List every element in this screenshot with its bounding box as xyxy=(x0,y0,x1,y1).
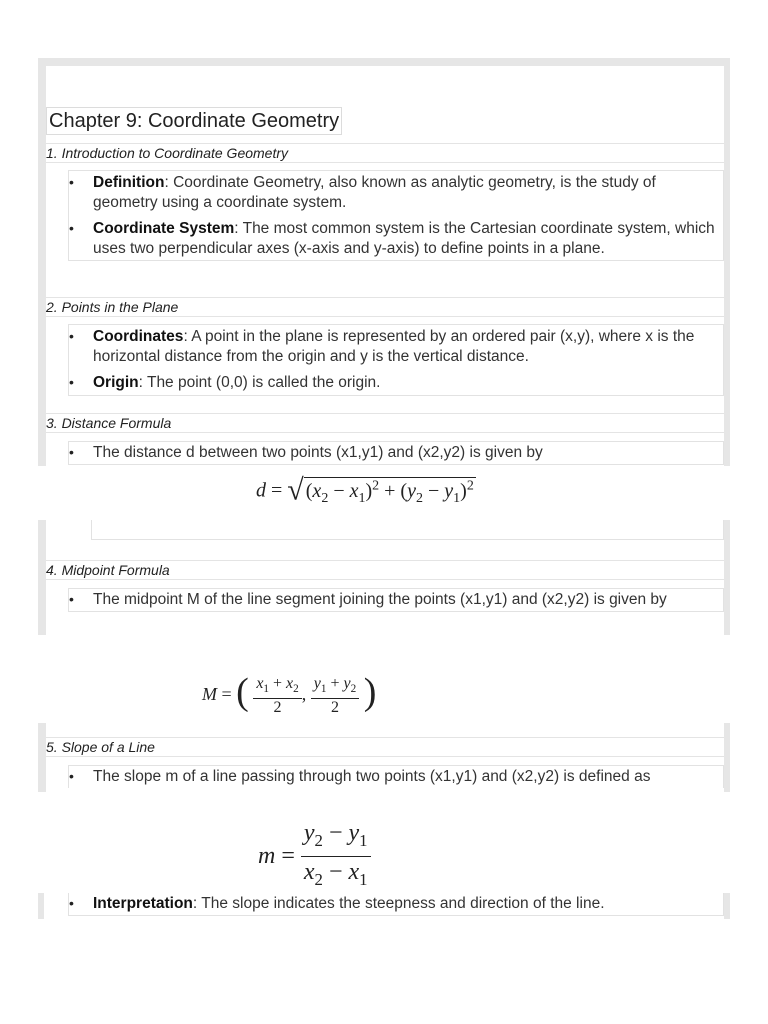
sqrt-sign: √ xyxy=(287,473,304,507)
section-heading-slope: 5. Slope of a Line xyxy=(46,737,724,757)
midpoint-y-fraction: $\frac{y_1 + y_2}{2}$ xyxy=(311,675,359,717)
list-interpretation xyxy=(68,893,724,916)
list-points xyxy=(68,324,724,396)
item-text: : Coordinate Geometry, also known as analytic geometry, is the study of geometry using a coordinate system. xyxy=(93,174,656,211)
term-origin: Origin xyxy=(93,374,139,391)
section-heading-intro: 1. Introduction to Coordinate Geometry xyxy=(46,143,724,163)
midpoint-x-fraction: $\frac{x_1 + x_2}{2}$ xyxy=(253,675,301,717)
list-slope xyxy=(68,765,724,788)
item-text: The midpoint M of the line segment joining the points (x1,y1) and (x2,y2) is given by xyxy=(93,591,667,608)
list-item xyxy=(69,373,717,393)
list-item xyxy=(69,767,723,787)
midpoint-formula: M = ( $\frac{x_1 + x_2}{2}$ , $\frac{y_1 + y_2}{2}$ ) xyxy=(202,671,377,716)
panel-bar-left xyxy=(38,893,44,919)
term-definition: Definition xyxy=(93,174,165,191)
list-item xyxy=(69,894,723,914)
formula-equals: = xyxy=(281,842,295,869)
empty-box xyxy=(91,520,724,540)
section-heading-distance: 3. Distance Formula xyxy=(46,413,724,433)
item-text: The slope m of a line passing through two points (x1,y1) and (x2,y2) is defined as xyxy=(93,768,651,785)
distance-formula xyxy=(256,466,476,519)
formula-lhs: M xyxy=(202,684,217,704)
section-heading-midpoint: 4. Midpoint Formula xyxy=(46,560,724,580)
item-text: : A point in the plane is represented by an ordered pair (x,y), where x is the horizontal distance from the origin and y is the vertical distance. xyxy=(93,328,695,365)
formula-equals: = xyxy=(271,479,283,502)
formula-lhs: d xyxy=(256,479,266,502)
list-item xyxy=(69,443,723,463)
paren-open: ( xyxy=(236,671,249,713)
list-intro xyxy=(68,170,724,261)
list-item xyxy=(69,173,717,212)
list-distance xyxy=(68,441,724,465)
panel-bar-right xyxy=(724,893,730,919)
formula-lhs: m xyxy=(258,842,276,869)
formula-equals: = xyxy=(221,684,232,704)
page-title: Chapter 9: Coordinate Geometry xyxy=(46,107,342,135)
term-coordinates: Coordinates xyxy=(93,328,184,345)
section-heading-points: 2. Points in the Plane xyxy=(46,297,724,317)
slope-formula xyxy=(258,818,371,895)
slope-fraction: $\frac{y_2 - y_1}{x_2 - x_1}$ xyxy=(301,818,371,895)
list-item xyxy=(69,327,717,366)
term-coordinate-system: Coordinate System xyxy=(93,220,235,237)
list-item xyxy=(69,590,717,610)
sqrt-body: $(x_2 - x_1)^2 + (y_2 - y_1)^2$ xyxy=(305,478,474,506)
list-item xyxy=(69,219,717,258)
term-interpretation: Interpretation xyxy=(93,895,193,912)
item-text: : The point (0,0) is called the origin. xyxy=(138,374,381,391)
paren-close: ) xyxy=(363,671,377,713)
item-text: : The slope indicates the steepness and direction of the line. xyxy=(192,895,605,912)
item-text: : The most common system is the Cartesian coordinate system, which uses two perpendicular axes (x-axis and y-axis) to define points in a plane. xyxy=(93,220,715,257)
list-midpoint xyxy=(68,588,724,612)
item-text: The distance d between two points (x1,y1) and (x2,y2) is given by xyxy=(93,444,543,461)
